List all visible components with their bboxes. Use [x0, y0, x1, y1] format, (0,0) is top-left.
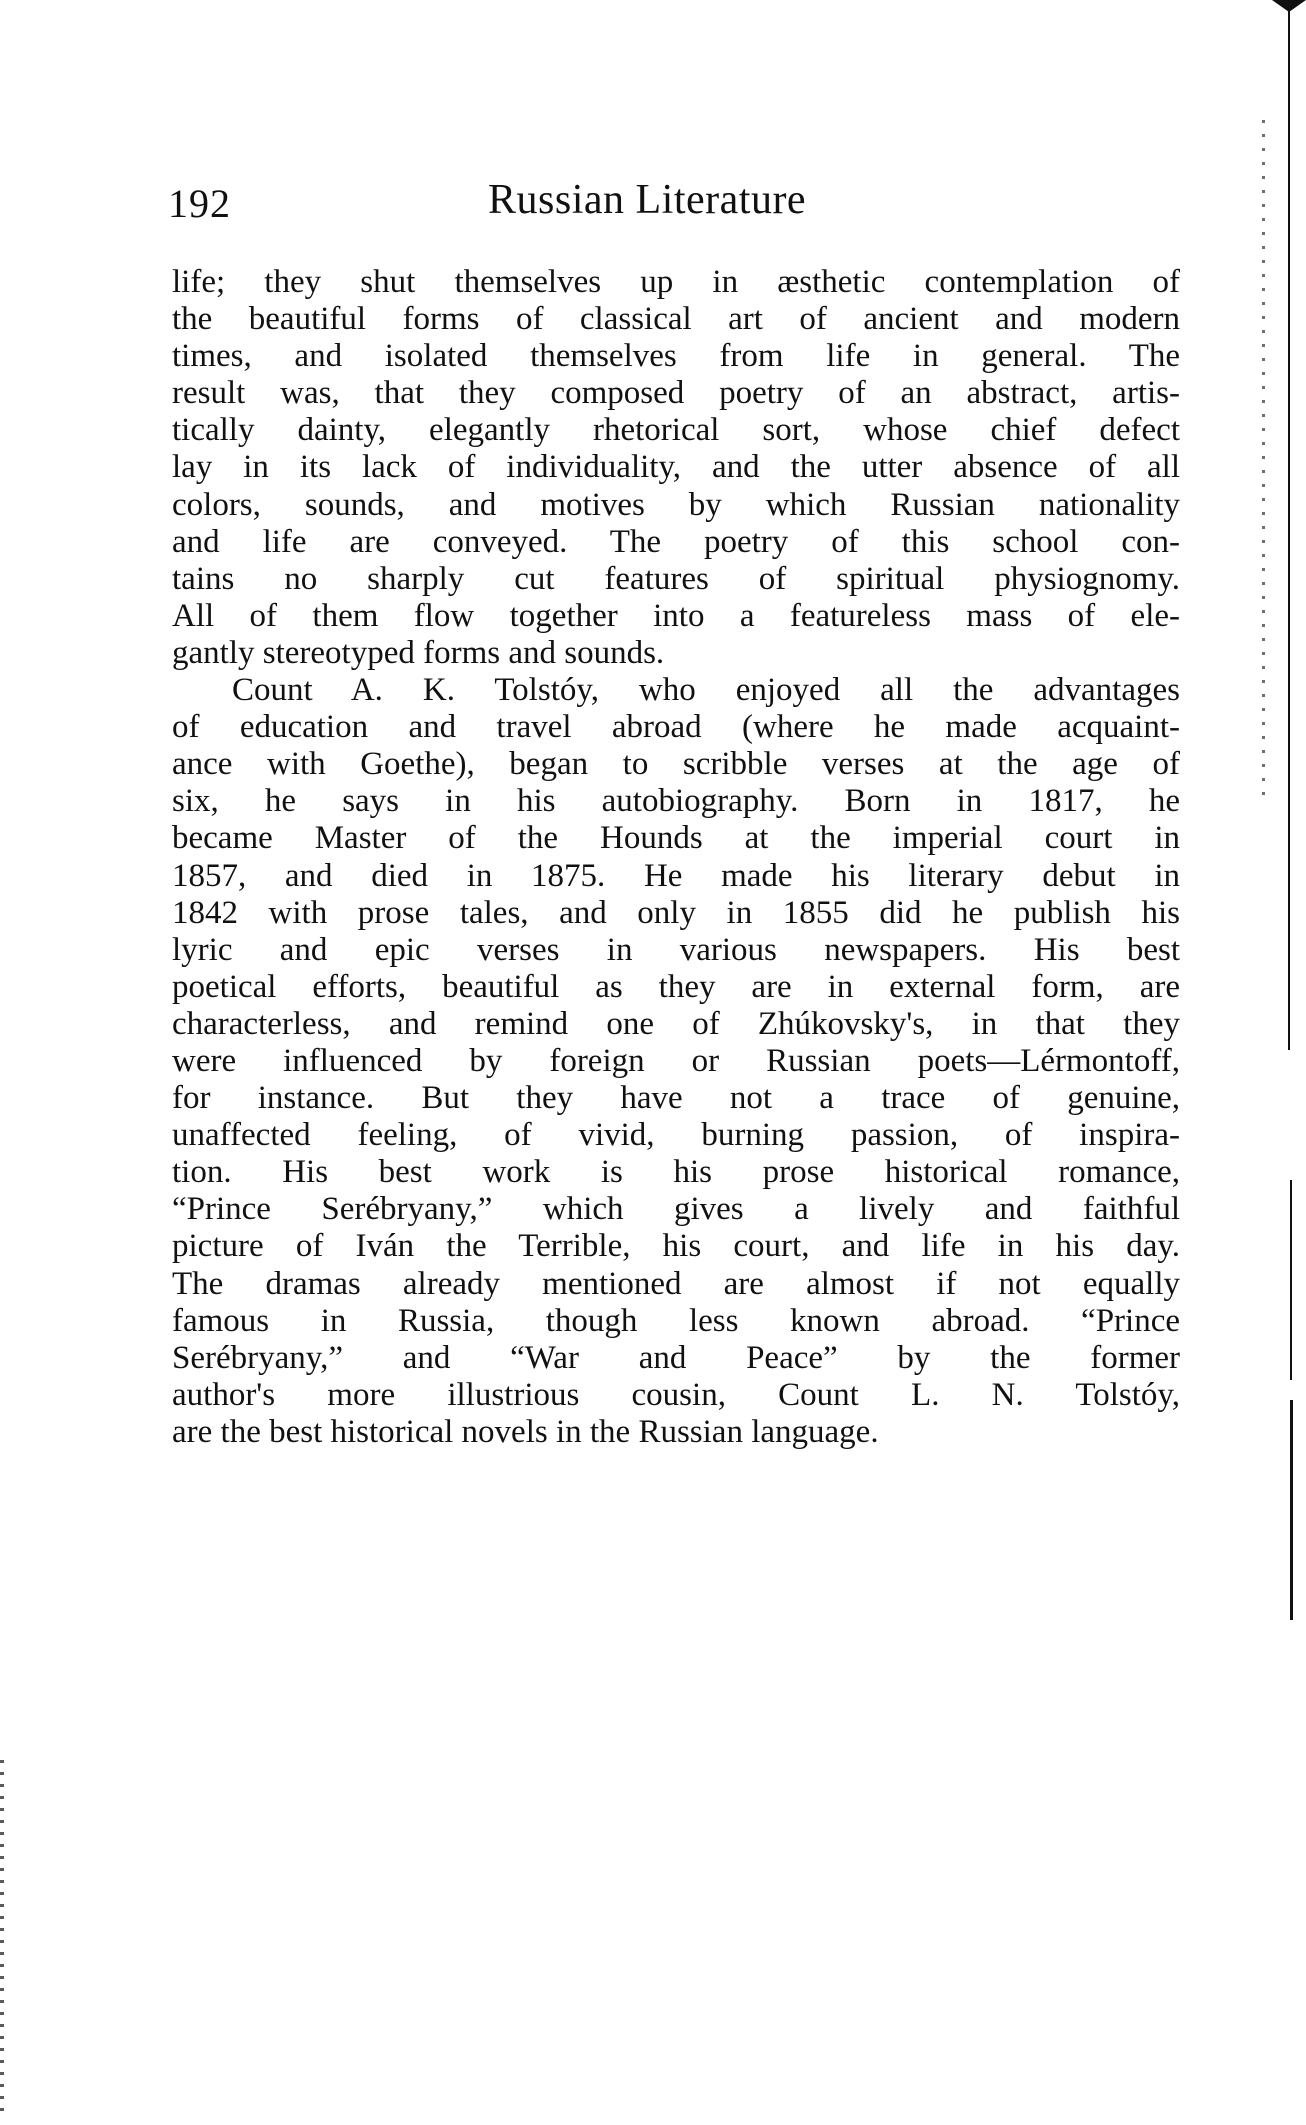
text-line: times, and isolated themselves from life in general. The — [172, 338, 1180, 375]
text-line: All of them flow together into a featureless mass of ele- — [172, 597, 1180, 634]
text-line: tion. His best work is his prose historical romance, — [172, 1154, 1180, 1191]
text-line: were influenced by foreign or Russian poets—Lérmontoff, — [172, 1042, 1180, 1079]
text-line: poetical efforts, beautiful as they are in external form, are — [172, 968, 1180, 1005]
text-line: tains no sharply cut features of spiritual physiognomy. — [172, 560, 1180, 597]
text-line: result was, that they composed poetry of an abstract, artis- — [172, 375, 1180, 412]
text-line: became Master of the Hounds at the imperial court in — [172, 820, 1180, 857]
scan-artifact-page-edge — [1288, 10, 1290, 1050]
text-line: characterless, and remind one of Zhúkovsky's, in that they — [172, 1005, 1180, 1042]
scan-artifact-margin-dots — [1262, 120, 1265, 800]
text-line: tically dainty, elegantly rhetorical sort, whose chief defect — [172, 412, 1180, 449]
text-line: Serébryany,” and “War and Peace” by the former — [172, 1339, 1180, 1376]
text-line: lay in its lack of individuality, and the utter absence of all — [172, 449, 1180, 486]
page-header — [168, 176, 1178, 226]
text-line: of education and travel abroad (where he made acquaint- — [172, 709, 1180, 746]
text-line: author's more illustrious cousin, Count L. N. Tolstóy, — [172, 1376, 1180, 1413]
text-line: colors, sounds, and motives by which Russian nationality — [172, 486, 1180, 523]
text-line: lyric and epic verses in various newspapers. His best — [172, 931, 1180, 968]
scan-artifact-margin-dots — [0, 1760, 4, 2120]
scan-artifact-page-edge — [1290, 1180, 1292, 1380]
running-head: Russian Literature — [488, 177, 807, 223]
scan-artifact-page-edge — [1290, 1400, 1293, 1620]
text-line-paragraph-start: Count A. K. Tolstóy, who enjoyed all the advantages — [232, 672, 1180, 709]
text-line-paragraph-end: gantly stereotyped forms and sounds. — [172, 634, 665, 671]
text-line: six, he says in his autobiography. Born in 1817, he — [172, 783, 1180, 820]
text-line: The dramas already mentioned are almost if not equally — [172, 1265, 1180, 1302]
text-line: unaffected feeling, of vivid, burning passion, of inspira- — [172, 1117, 1180, 1154]
text-line: ance with Goethe), began to scribble verses at the age of — [172, 746, 1180, 783]
text-line: famous in Russia, though less known abroad. “Prince — [172, 1302, 1180, 1339]
text-line: and life are conveyed. The poetry of this school con- — [172, 523, 1180, 560]
text-line: life; they shut themselves up in æsthetic contemplation of — [172, 264, 1180, 300]
text-line-paragraph-end: are the best historical novels in the Russian language. — [172, 1413, 879, 1450]
text-line: for instance. But they have not a trace of genuine, — [172, 1080, 1180, 1117]
text-line: 1857, and died in 1875. He made his literary debut in — [172, 857, 1180, 894]
text-line: 1842 with prose tales, and only in 1855 did he publish his — [172, 894, 1180, 931]
text-line: the beautiful forms of classical art of ancient and modern — [172, 301, 1180, 338]
text-line: picture of Iván the Terrible, his court, and life in his day. — [172, 1228, 1180, 1265]
text-line: “Prince Serébryany,” which gives a lively and faithful — [172, 1191, 1180, 1228]
page-number: 192 — [168, 181, 231, 226]
body-text — [172, 264, 1180, 1451]
